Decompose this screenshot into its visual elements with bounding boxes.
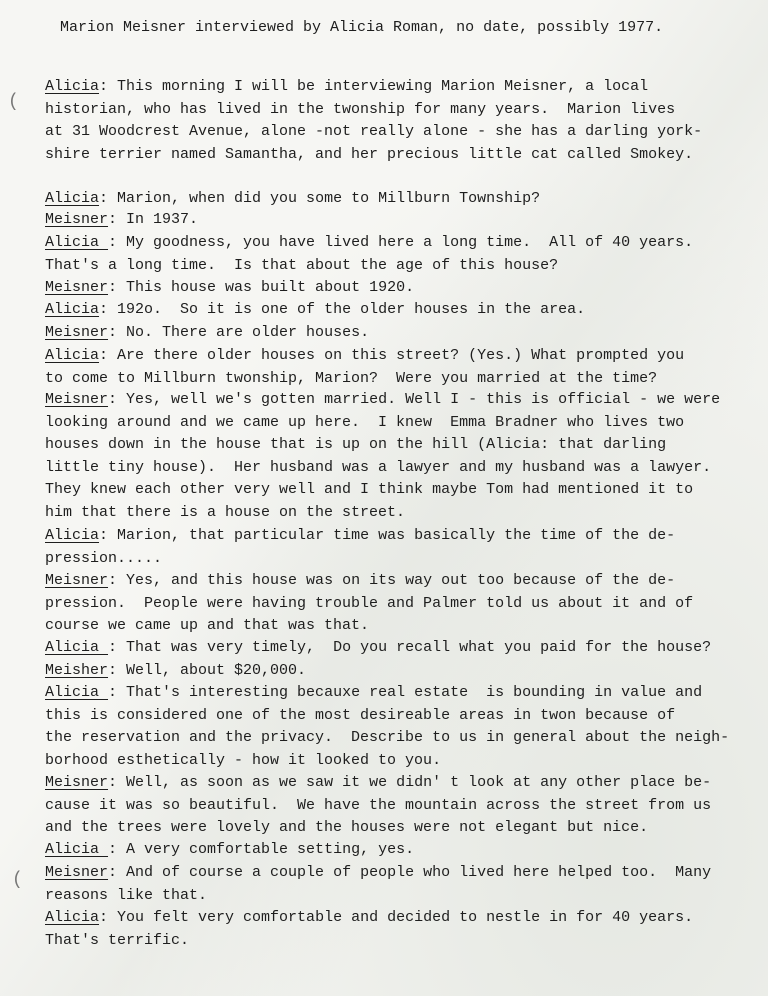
line-text: houses down in the house that is up on the hill (Alicia: that darling <box>45 436 667 453</box>
text-line <box>45 548 162 570</box>
line-text: 192o. So it is one of the older houses in the area. <box>117 301 586 318</box>
speaker-line <box>45 660 306 682</box>
speaker-name: Alicia <box>45 78 100 95</box>
line-text: They knew each other very well and I think maybe Tom had mentioned it to <box>45 481 694 498</box>
text-line <box>45 615 369 637</box>
speaker-separator: : <box>99 347 118 364</box>
line-text: That was very timely, Do you recall what you paid for the house? <box>126 639 712 656</box>
speaker-name: Alicia <box>45 639 109 656</box>
line-text: at 31 Woodcrest Avenue, alone -not really alone - she has a darling york- <box>45 123 703 140</box>
line-text: the reservation and the privacy. Describe to us in general about the neigh- <box>45 729 730 746</box>
speaker-line <box>45 76 648 98</box>
line-text: You felt very comfortable and decided to nestle in for 40 years. <box>117 909 694 926</box>
line-text: That's interesting becauxe real estate is bounding in value and <box>126 684 703 701</box>
text-line <box>45 885 207 907</box>
line-text: to come to Millburn twonship, Marion? Were you married at the time? <box>45 369 658 387</box>
speaker-name: Alicia <box>45 684 109 701</box>
text-line <box>45 705 675 727</box>
text-line <box>45 750 441 772</box>
text-line <box>45 412 684 434</box>
speaker-line <box>45 862 711 884</box>
speaker-separator: : <box>108 234 127 251</box>
speaker-name: Alicia <box>45 234 109 251</box>
speaker-separator: : <box>108 279 127 296</box>
line-text: shire terrier named Samantha, and her precious little cat called Smokey. <box>45 145 694 163</box>
line-text: Yes, and this house was on its way out too because of the de- <box>126 572 676 589</box>
text-line <box>45 817 648 839</box>
text-line <box>45 457 711 479</box>
speaker-separator: : <box>108 391 127 408</box>
speaker-line <box>45 322 369 344</box>
speaker-separator: : <box>108 684 127 701</box>
line-text: cause it was so beautiful. We have the mountain across the street from us <box>45 796 712 814</box>
speaker-line <box>45 839 414 861</box>
speaker-line <box>45 907 693 929</box>
text-line <box>45 479 693 501</box>
speaker-name: Meisher <box>45 662 109 679</box>
line-text: Well, as soon as we saw it we didn' t look at any other place be- <box>126 774 712 791</box>
speaker-separator: : <box>108 864 127 881</box>
line-text: borhood esthetically - how it looked to you. <box>45 751 442 769</box>
speaker-separator: : <box>108 211 127 228</box>
speaker-name: Meisner <box>45 774 109 791</box>
speaker-line <box>45 299 585 321</box>
line-text: pression. People were having trouble and Palmer told us about it and of <box>45 594 694 612</box>
speaker-separator: : <box>108 639 127 656</box>
speaker-separator: : <box>108 662 127 679</box>
line-text: reasons like that. <box>45 886 208 904</box>
text-line <box>45 121 702 143</box>
line-text: pression..... <box>45 549 163 567</box>
line-text: Are there older houses on this street? (Yes.) What prompted you <box>117 347 685 364</box>
speaker-separator: : <box>108 774 127 791</box>
speaker-name: Meisner <box>45 391 109 408</box>
speaker-line <box>45 209 198 231</box>
speaker-separator: : <box>99 78 118 95</box>
margin-mark: ( <box>12 870 23 890</box>
line-text: Yes, well we's gotten married. Well I - this is official - we were <box>126 391 721 408</box>
document-title: Marion Meisner interviewed by Alicia Roman, no date, possibly 1977. <box>60 19 664 36</box>
line-text: This morning I will be interviewing Marion Meisner, a local <box>117 78 649 95</box>
text-line <box>45 795 711 817</box>
speaker-line <box>45 525 675 547</box>
line-text: Marion, that particular time was basically the time of the de- <box>117 527 676 544</box>
speaker-separator: : <box>108 841 127 858</box>
line-text: looking around and we came up here. I knew Emma Bradner who lives two <box>45 413 685 431</box>
text-line <box>45 727 729 749</box>
text-line <box>45 502 405 524</box>
line-text: and the trees were lovely and the houses were not elegant but nice. <box>45 819 649 836</box>
line-text: Well, about $20,000. <box>126 662 307 679</box>
speaker-line <box>45 570 675 592</box>
speaker-line <box>45 772 711 794</box>
speaker-separator: : <box>99 527 118 544</box>
speaker-name: Alicia <box>45 527 100 544</box>
speaker-name: Alicia <box>45 301 100 318</box>
line-text: And of course a couple of people who lived here helped too. Many <box>126 864 712 881</box>
speaker-line <box>45 682 702 704</box>
text-line <box>45 255 558 277</box>
line-text: course we came up and that was that. <box>45 617 370 634</box>
speaker-name: Meisner <box>45 864 109 881</box>
speaker-line <box>45 389 720 411</box>
speaker-name: Alicia <box>45 909 100 926</box>
speaker-line <box>45 277 414 299</box>
text-line <box>45 368 657 390</box>
speaker-name: Alicia <box>45 841 109 858</box>
speaker-name: Alicia <box>45 190 100 207</box>
speaker-name: Alicia <box>45 347 100 364</box>
line-text: In 1937. <box>126 211 199 228</box>
line-text: this is considered one of the most desireable areas in twon because of <box>45 706 676 724</box>
margin-mark: ( <box>8 92 19 112</box>
line-text: historian, who has lived in the twonship for many years. Marion lives <box>45 100 676 118</box>
speaker-name: Meisner <box>45 211 109 228</box>
speaker-line <box>45 345 684 367</box>
text-line <box>45 930 189 952</box>
text-line <box>45 434 666 456</box>
speaker-separator: : <box>99 301 118 318</box>
text-line <box>45 593 693 615</box>
speaker-separator: : <box>108 572 127 589</box>
speaker-name: Meisner <box>45 572 109 589</box>
line-text: That's a long time. Is that about the age of this house? <box>45 256 559 274</box>
text-line <box>45 144 693 166</box>
line-text: My goodness, you have lived here a long time. All of 40 years. <box>126 234 694 251</box>
speaker-line <box>45 232 693 254</box>
speaker-line <box>45 637 711 659</box>
line-text: A very comfortable setting, yes. <box>126 841 415 858</box>
text-line <box>45 99 675 121</box>
line-text: Marion, when did you some to Millburn Township? <box>117 190 541 207</box>
line-text: That's terrific. <box>45 931 190 949</box>
speaker-name: Meisner <box>45 324 109 341</box>
speaker-line <box>45 188 540 210</box>
speaker-name: Meisner <box>45 279 109 296</box>
speaker-separator: : <box>99 909 118 926</box>
line-text: This house was built about 1920. <box>126 279 415 296</box>
line-text: him that there is a house on the street. <box>45 503 406 521</box>
speaker-separator: : <box>108 324 127 341</box>
speaker-separator: : <box>99 190 118 207</box>
line-text: little tiny house). Her husband was a lawyer and my husband was a lawyer. <box>45 458 712 476</box>
line-text: No. There are older houses. <box>126 324 370 341</box>
